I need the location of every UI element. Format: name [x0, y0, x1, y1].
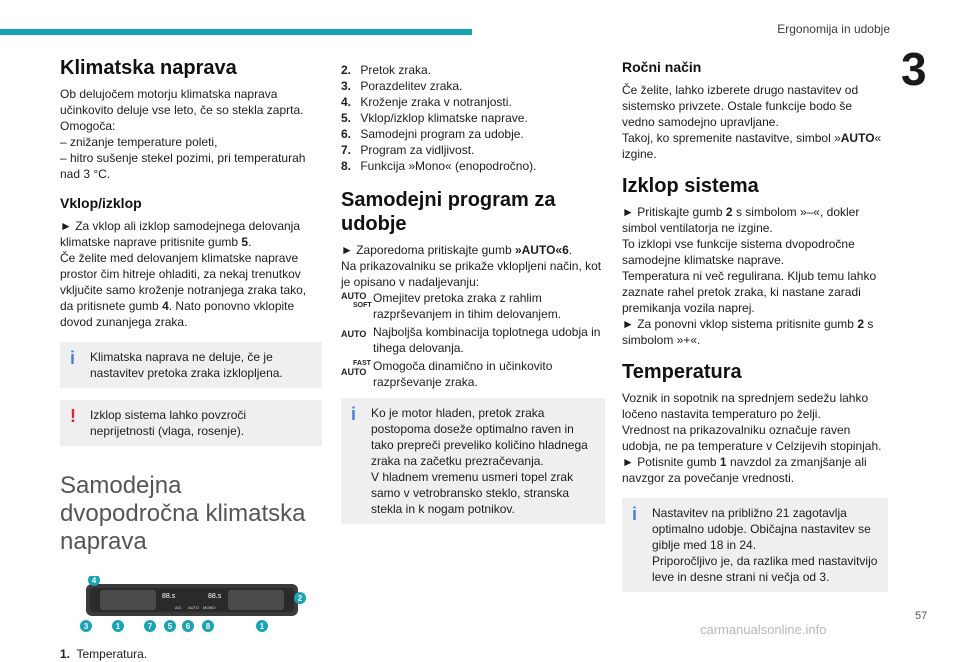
auto-fast-icon: FAST AUTO: [341, 360, 371, 377]
svg-text:3: 3: [83, 622, 89, 631]
warning-icon: !: [70, 406, 76, 426]
off-paragraph-2: To izklopi vse funkcije sistema dvopodročne samodejne klimatske naprave.: [622, 237, 855, 267]
column-1: [60, 56, 322, 662]
display-paragraph: Na prikazovalniku se prikaže vklopljeni način, kot je opisano v nadaljevanju:: [341, 259, 602, 289]
heading-auto-comfort: Samodejni program za udobje: [341, 189, 556, 235]
info-icon: i: [70, 348, 76, 368]
watermark: carmanualsonline.info: [700, 622, 827, 637]
mode-soft: AUTO SOFT Omejitev pretoka zraka z rahlim razprševanjem in tihim delovanjem.: [341, 291, 562, 321]
info-note: i Ko je motor hladen, pretok zraka postopoma doseže optimalno raven in tako prepreči preveliko količino hladnega zraka na začetku prezračevanja. V hladnem vremenu usmeri topel zrak samo v vetrobransko steklo, stranska stekla in k nogam potnikov.: [341, 398, 605, 524]
svg-text:7: 7: [147, 622, 153, 631]
bullet-item: – hitro sušenje stekel pozimi, pri temperaturah nad 3 °C.: [60, 151, 306, 181]
svg-text:5: 5: [167, 622, 173, 631]
onoff-paragraph-2: Če želite med delovanjem klimatske naprave prostor čim hitreje ohladiti, za nekaj trenutkov vključite samo kroženje notranjega zraka tako, da pritisnete gumb 4. Nato ponovno vklopite dovod zunanjega zraka.: [60, 251, 307, 329]
svg-text:2: 2: [297, 594, 303, 603]
numbered-list: [341, 62, 605, 174]
off-paragraph-3: Temperatura ni več regulirana. Kljub temu lahko zaznate rahel pretok zraka, ki nastane zaradi premikanja vozila naprej.: [622, 269, 877, 315]
intro-text: Ob delujočem motorju klimatska naprava učinkovito deluje vse leto, če so stekla zaprta.: [60, 87, 304, 117]
heading-temperature: Temperatura: [622, 361, 742, 383]
heading-air-conditioning: Klimatska naprava: [60, 57, 237, 79]
bullet-item: – znižanje temperature poleti,: [60, 135, 218, 149]
info-note: i Nastavitev na približno 21 zagotavlja optimalno udobje. Običajna nastavitev se giblje med 18 in 24. Priporočljivo je, da razlika med nastavitvijo leve in desne strani ni večja od 3.: [622, 498, 888, 592]
svg-text:1: 1: [115, 622, 121, 631]
list-item: 5. Vklop/izklop klimatske naprave.: [341, 111, 528, 125]
off-paragraph-4: ► Za ponovni vklop sistema pritisnite gumb 2 s simbolom »+«.: [622, 317, 874, 347]
svg-text:4: 4: [91, 576, 97, 585]
header-accent-bar: [0, 29, 472, 35]
list-item: 1. Temperatura.: [60, 647, 148, 661]
press-paragraph: ► Zaporedoma pritiskajte gumb »AUTO«6.: [341, 243, 573, 257]
list-item: 2. Pretok zraka.: [341, 63, 432, 77]
control-panel-diagram: [72, 576, 312, 640]
warning-note: ! Izklop sistema lahko povzroči neprijetnosti (vlaga, rosenje).: [60, 400, 322, 446]
info-icon: i: [632, 504, 638, 524]
list-item: 6. Samodejni program za udobje.: [341, 127, 524, 141]
heading-manual-mode: Ročni način: [622, 59, 702, 75]
auto-icon: AUTO: [341, 329, 367, 339]
page-number: 57: [915, 610, 928, 622]
heading-system-off: Izklop sistema: [622, 175, 759, 197]
list-item: 3. Porazdelitev zraka.: [341, 79, 463, 93]
heading-dual-zone: Samodejna dvopodročna klimatska naprava: [60, 472, 306, 555]
manual-paragraph: Če želite, lahko izberete drugo nastavitev od sistemsko privzete. Ostale funkcije bodo še vedno samodejno upravljane.: [622, 83, 859, 129]
auto-soft-icon: AUTO SOFT: [341, 291, 372, 309]
allows-label: Omogoča:: [60, 119, 116, 133]
temp-paragraph: Voznik in sopotnik na sprednjem sedežu lahko ločeno nastavita temperaturo po želji.: [622, 391, 869, 421]
column-3: [622, 56, 888, 604]
section-title: Ergonomija in udobje: [777, 22, 890, 36]
svg-text:6: 6: [185, 622, 191, 631]
svg-text:8: 8: [205, 622, 211, 631]
svg-text:1: 1: [259, 622, 265, 631]
list-item: 7. Program za vidljivost.: [341, 143, 475, 157]
list-item: 8. Funkcija »Mono« (enopodročno).: [341, 159, 537, 173]
column-2: [341, 62, 605, 536]
svg-text:88.s: 88.s: [208, 593, 222, 600]
manual-paragraph-2: Takoj, ko spremenite nastavitve, simbol »AUTO« izgine.: [622, 131, 882, 161]
onoff-paragraph: ► Za vklop ali izklop samodejnega delovanja klimatske naprave pritisnite gumb 5.: [60, 219, 301, 249]
info-icon: i: [351, 404, 357, 424]
chapter-number: 3: [901, 43, 927, 95]
info-note: i Klimatska naprava ne deluje, če je nastavitev pretoka zraka izklopljena.: [60, 342, 322, 388]
off-paragraph: ► Pritiskajte gumb 2 s simbolom »–«, dokler simbol ventilatorja ne izgine.: [622, 205, 860, 235]
mode-normal: AUTO Najboljša kombinacija toplotnega udobja in tihega delovanja.: [341, 325, 601, 355]
svg-text:MONO: MONO: [203, 605, 216, 610]
list-item: 4. Kroženje zraka v notranjosti.: [341, 95, 512, 109]
temp-paragraph-3: ► Potisnite gumb 1 navzdol za zmanjšanje ali navzgor za povečanje vrednosti.: [622, 455, 867, 485]
svg-text:AUTO: AUTO: [188, 605, 200, 610]
temp-paragraph-2: Vrednost na prikazovalniku označuje raven udobja, ne pa temperature v Celzijevih stopinjah.: [622, 423, 882, 453]
svg-text:88.s: 88.s: [162, 593, 176, 600]
heading-on-off: Vklop/izklop: [60, 195, 142, 211]
svg-text:A/C: A/C: [175, 605, 182, 610]
mode-fast: FAST AUTO Omogoča dinamično in učinkovito razprševanje zraka.: [341, 359, 553, 389]
